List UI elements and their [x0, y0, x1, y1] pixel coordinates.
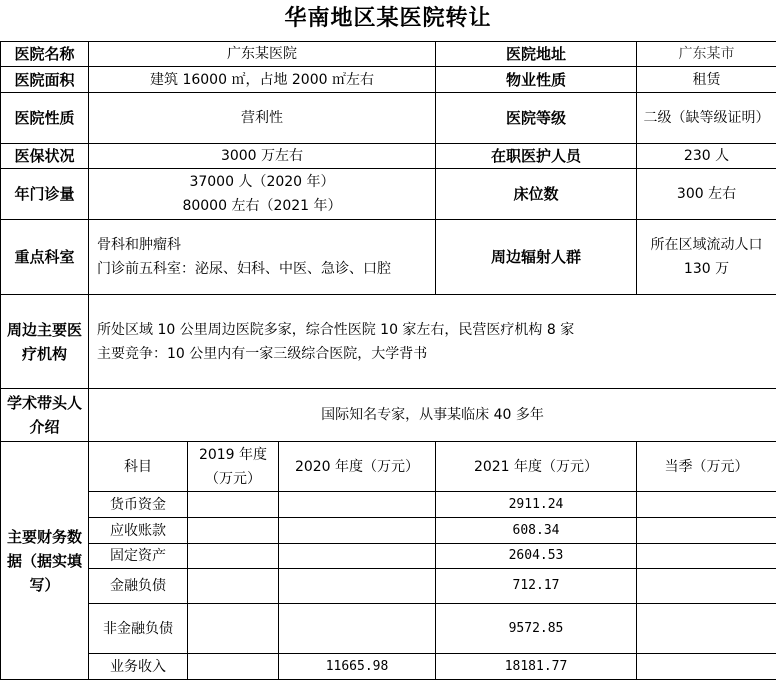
- finance-current: [637, 544, 776, 569]
- leader-value: 国际知名专家，从事某临床 40 多年: [89, 389, 776, 442]
- finance-2019: [188, 518, 279, 544]
- finance-current: [637, 518, 776, 544]
- visits-2020: 37000 人（2020 年）: [189, 174, 335, 190]
- row-name: [1, 42, 776, 67]
- finance-current: [637, 604, 776, 654]
- row-nearby: [1, 295, 776, 389]
- staff-label: 在职医护人员: [436, 144, 637, 169]
- finance-2019: [188, 604, 279, 654]
- row-insurance: [1, 144, 776, 169]
- finance-2019: [188, 544, 279, 569]
- name-value: 广东某医院: [89, 42, 436, 67]
- page-title: 华南地区某医院转让: [284, 6, 492, 31]
- nature-label: 医院性质: [1, 93, 89, 144]
- visits-2021: 80000 左右（2021 年）: [182, 198, 342, 214]
- finance-2021: 9572.85: [436, 604, 637, 654]
- table-row: [1, 544, 776, 569]
- insurance-value: 3000 万左右: [89, 144, 436, 169]
- address-label: 医院地址: [436, 42, 637, 67]
- finance-2020: [279, 518, 436, 544]
- dept-label: 重点科室: [1, 220, 89, 295]
- area-label: 医院面积: [1, 67, 89, 93]
- nearby-label: 周边主要医疗机构: [1, 295, 89, 389]
- insurance-label: 医保状况: [1, 144, 89, 169]
- finance-header: 当季（万元）: [637, 442, 776, 492]
- beds-value: 300 左右: [637, 169, 776, 220]
- dept-key: 骨科和肿瘤科: [97, 237, 181, 253]
- finance-2021: 712.17: [436, 569, 637, 604]
- row-area: [1, 67, 776, 93]
- table-row: [1, 604, 776, 654]
- finance-2021: 2911.24: [436, 492, 637, 518]
- visits-label: 年门诊量: [1, 169, 89, 220]
- population-value: 所在区域流动人口 130 万: [637, 220, 776, 295]
- row-nature: [1, 93, 776, 144]
- finance-label: 主要财务数据（据实填写）: [1, 442, 89, 680]
- property-label: 物业性质: [436, 67, 637, 93]
- hospital-info-table: [0, 41, 776, 680]
- finance-item: 业务收入: [89, 654, 188, 680]
- finance-item: 非金融负债: [89, 604, 188, 654]
- nearby-summary: 所处区域 10 公里周边医院多家，综合性医院 10 家左右，民营医疗机构 8 家: [97, 321, 575, 338]
- dept-top5: 门诊前五科室：泌尿、妇科、中医、急诊、口腔: [97, 261, 391, 277]
- grade-label: 医院等级: [436, 93, 637, 144]
- leader-label: 学术带头人介绍: [1, 389, 89, 442]
- name-label: 医院名称: [1, 42, 89, 67]
- finance-2019: [188, 492, 279, 518]
- finance-item: 应收账款: [89, 518, 188, 544]
- finance-2020: [279, 544, 436, 569]
- row-departments: [1, 220, 776, 295]
- finance-2020: [279, 492, 436, 518]
- staff-value: 230 人: [637, 144, 776, 169]
- finance-item: 货币资金: [89, 492, 188, 518]
- row-leader: [1, 389, 776, 442]
- property-value: 租赁: [637, 67, 776, 93]
- finance-header: 2019 年度（万元）: [188, 442, 279, 492]
- finance-2019: [188, 569, 279, 604]
- finance-header: 科目: [89, 442, 188, 492]
- finance-header: 2020 年度（万元）: [279, 442, 436, 492]
- address-value: 广东某市: [637, 42, 776, 67]
- finance-current: [637, 492, 776, 518]
- nearby-competition: 主要竞争：10 公里内有一家三级综合医院，大学背书: [97, 345, 428, 362]
- table-row: [1, 569, 776, 604]
- population-label: 周边辐射人群: [436, 220, 637, 295]
- table-row: [1, 492, 776, 518]
- area-value: 建筑 16000 ㎡，占地 2000 ㎡左右: [89, 67, 436, 93]
- finance-2020: [279, 604, 436, 654]
- table-row: [1, 654, 776, 680]
- dept-value: [89, 220, 436, 295]
- nearby-value: [89, 295, 776, 389]
- table-row: [1, 518, 776, 544]
- finance-2020: [279, 569, 436, 604]
- finance-2021: 18181.77: [436, 654, 637, 680]
- finance-2021: 2604.53: [436, 544, 637, 569]
- visits-value: [89, 169, 436, 220]
- finance-header: 2021 年度（万元）: [436, 442, 637, 492]
- finance-item: 金融负债: [89, 569, 188, 604]
- nature-value: 营利性: [89, 93, 436, 144]
- finance-2021: 608.34: [436, 518, 637, 544]
- finance-2019: [188, 654, 279, 680]
- finance-current: [637, 654, 776, 680]
- beds-label: 床位数: [436, 169, 637, 220]
- finance-current: [637, 569, 776, 604]
- grade-value: 二级（缺等级证明）: [637, 93, 776, 144]
- finance-2020: 11665.98: [279, 654, 436, 680]
- finance-item: 固定资产: [89, 544, 188, 569]
- row-visits: [1, 169, 776, 220]
- finance-header-row: [1, 442, 776, 492]
